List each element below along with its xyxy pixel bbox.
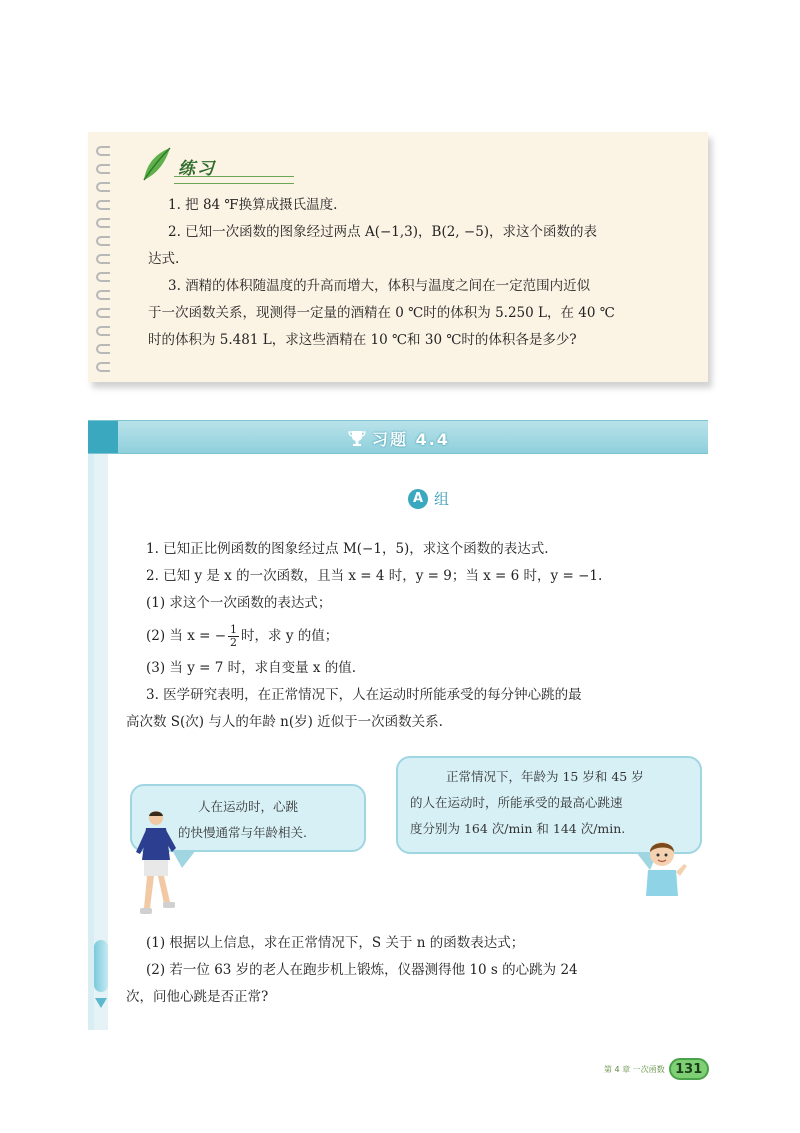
practice-q2-cont: 达式.: [148, 251, 180, 267]
leaf-icon: [140, 146, 174, 182]
practice-card: [88, 132, 708, 382]
q2-2-prefix: (2) 当 x = −: [146, 628, 227, 644]
notebook-rings: [96, 142, 114, 372]
chapter-label: 第 4 章 一次函数: [604, 1064, 665, 1074]
exercise-q2-3: (3) 当 y = 7 时，求自变量 x 的值.: [146, 660, 357, 676]
group-badge: A: [408, 489, 428, 509]
practice-q2: 2. 已知一次函数的图象经过两点 A(−1,3)，B(2, −5)，求这个函数的表: [168, 224, 598, 240]
exercise-q2-1: (1) 求这个一次函数的表达式；: [146, 595, 332, 611]
exercise-q2-2: [146, 617, 706, 655]
bubble-right-line-3: 度分别为 164 次/min 和 144 次/min.: [410, 821, 626, 836]
exercise-q3: 3. 医学研究表明，在正常情况下，人在运动时所能承受的每分钟心跳的最: [146, 687, 582, 703]
q2-2-suffix: 时，求 y 的值；: [241, 628, 339, 644]
scroll-indicator[interactable]: [94, 940, 108, 1020]
exercise-questions: [126, 536, 706, 736]
practice-title: 练习: [178, 159, 216, 179]
trophy-icon: [348, 429, 366, 447]
scroll-down-arrow-icon[interactable]: [95, 998, 107, 1008]
fraction-denominator: 2: [230, 636, 238, 649]
practice-q1: 1. 把 84 ℉换算成摄氏温度.: [168, 197, 338, 213]
boy-figure-icon: [640, 838, 688, 896]
practice-q3-cont-1: 于一次函数关系，现测得一定量的酒精在 0 ℃时的体积为 5.250 L，在 40 ℃: [148, 305, 615, 321]
exercise-q2: 2. 已知 y 是 x 的一次函数，且当 x = 4 时，y = 9；当 x = 6 时，y = −1.: [146, 568, 603, 584]
exercise-q3-1: (1) 根据以上信息，求在正常情况下，S 关于 n 的函数表达式；: [146, 935, 525, 951]
page-number: 131: [669, 1058, 709, 1080]
exercise-q3-cont: 高次数 S(次) 与人的年龄 n(岁) 近似于一次函数关系.: [126, 714, 443, 730]
exercise-header: [88, 420, 708, 454]
group-label: [408, 488, 449, 509]
exercise-header-tab: [88, 421, 118, 453]
exercise-q3-2-cont: 次，问他心跳是否正常?: [126, 989, 269, 1005]
exercise-q1: 1. 已知正比例函数的图象经过点 M(−1，5)，求这个函数的表达式.: [146, 541, 549, 557]
exercise-q3-2: (2) 若一位 63 岁的老人在跑步机上锻炼，仪器测得他 10 s 的心跳为 24: [146, 962, 578, 978]
fraction: [228, 624, 239, 649]
practice-q3: 3. 酒精的体积随温度的升高而增大，体积与温度之间在一定范围内近似: [168, 278, 591, 294]
bubble-right-line-2: 的人在运动时，所能承受的最高心跳速: [410, 795, 623, 810]
fraction-numerator: 1: [230, 623, 238, 636]
bubble-left-line-1: 人在运动时，心跳: [198, 799, 299, 814]
practice-q3-cont-2: 时的体积为 5.481 L，求这些酒精在 10 ℃和 30 ℃时的体积各是多少?: [148, 332, 577, 348]
group-text: 组: [434, 490, 450, 508]
practice-header: [140, 146, 340, 186]
page-footer: [604, 1058, 709, 1080]
practice-questions: [148, 192, 708, 354]
exercise-title: 习题 4.4: [372, 429, 450, 449]
exercise-q3-subquestions: [126, 930, 706, 1011]
runner-figure-icon: [130, 808, 180, 928]
scroll-thumb[interactable]: [94, 940, 108, 992]
bubble-left-line-2: 的快慢通常与年龄相关.: [178, 825, 307, 840]
bubble-right-line-1: 正常情况下，年龄为 15 岁和 45 岁: [446, 769, 644, 784]
